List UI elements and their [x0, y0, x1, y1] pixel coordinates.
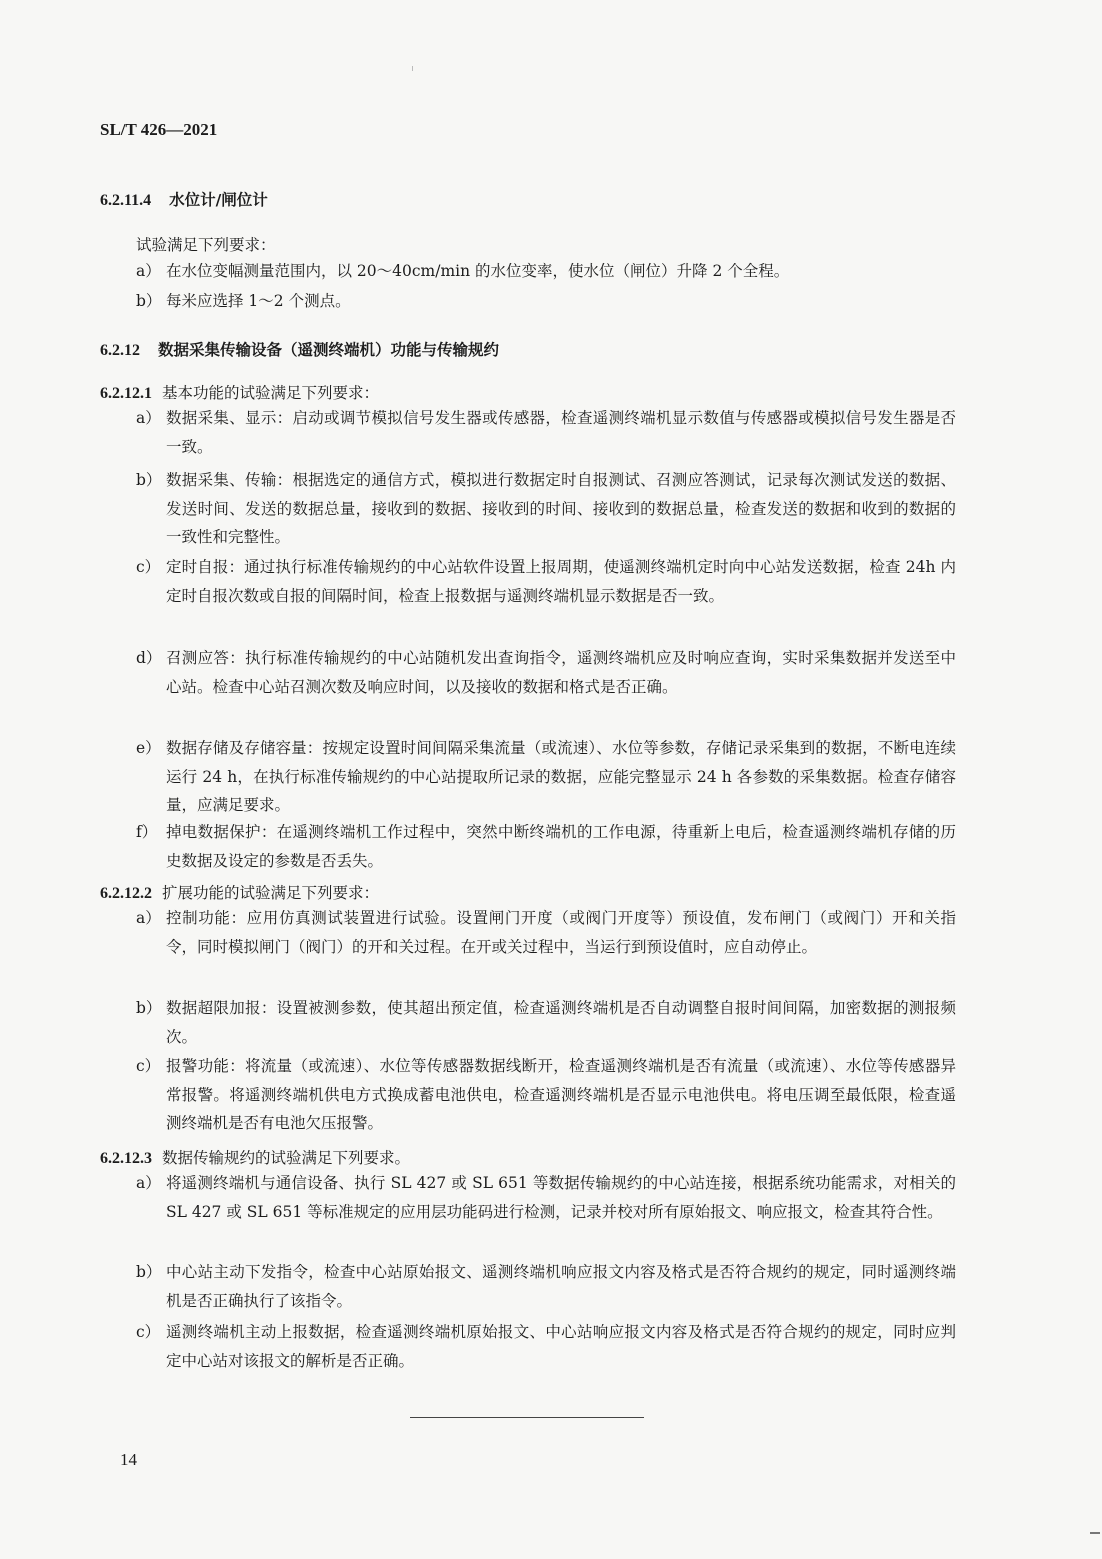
list-item [136, 904, 956, 961]
section-number: 6.2.12.2 [100, 885, 152, 902]
section-title: 数据传输规约的试验满足下列要求。 [162, 1149, 411, 1167]
list-item [136, 257, 956, 286]
scan-mark [412, 66, 413, 71]
item-text: 数据存储及存储容量：按规定设置时间间隔采集流量（或流速）、水位等参数，存储记录采集到的数据，不断电连续运行 24 h，在执行标准传输规约的中心站提取所记录的数据，应能完整显示 24 h 各参数的采集数据。检查存储容量，应满足要求。 [166, 739, 956, 814]
list-item [136, 553, 956, 610]
item-text: 数据采集、显示：启动或调节模拟信号发生器或传感器，检查遥测终端机显示数值与传感器或模拟信号发生器是否一致。 [166, 409, 956, 456]
item-text: 定时自报：通过执行标准传输规约的中心站软件设置上报周期，使遥测终端机定时向中心站发送数据，检查 24h 内定时自报次数或自报的间隔时间，检查上报数据与遥测终端机显示数据是否一致。 [166, 558, 956, 605]
item-label: e） [136, 739, 161, 757]
item-text: 每米应选择 1～2 个测点。 [166, 292, 351, 310]
item-label: a） [136, 409, 161, 427]
section-title: 数据采集传输设备（遥测终端机）功能与传输规约 [158, 341, 500, 359]
list-item [136, 818, 956, 875]
section-heading-6-2-12 [100, 338, 499, 360]
list-item [136, 1052, 956, 1138]
scan-mark [1090, 1532, 1100, 1534]
item-label: b） [136, 292, 162, 310]
item-label: b） [136, 999, 162, 1017]
item-text: 中心站主动下发指令，检查中心站原始报文、遥测终端机响应报文内容及格式是否符合规约的规定，同时遥测终端机是否正确执行了该指令。 [166, 1263, 956, 1310]
footnote-divider [410, 1417, 644, 1418]
item-text: 控制功能：应用仿真测试装置进行试验。设置闸门开度（或阀门开度等）预设值，发布闸门（或阀门）开和关指令，同时模拟闸门（阀门）的开和关过程。在开或关过程中，当运行到预设值时，应自动停止。 [166, 909, 956, 956]
list-item [136, 1169, 956, 1226]
section-title: 基本功能的试验满足下列要求： [162, 384, 380, 402]
item-label: a） [136, 909, 161, 927]
item-text: 数据采集、传输：根据选定的通信方式，模拟进行数据定时自报测试、召测应答测试，记录每次测试发送的数据、发送时间、发送的数据总量，接收到的数据、接收到的时间、接收到的数据总量，检查发送的数据和收到的数据的一致性和完整性。 [166, 471, 956, 546]
subsection-heading-6-2-12-3 [100, 1146, 410, 1168]
section-title: 水位计/闸位计 [169, 191, 268, 209]
list-item [136, 404, 956, 461]
item-label: a） [136, 1174, 161, 1192]
item-label: c） [136, 558, 161, 576]
item-text: 掉电数据保护：在遥测终端机工作过程中，突然中断终端机的工作电源，待重新上电后，检查遥测终端机存储的历史数据及设定的参数是否丢失。 [166, 823, 956, 870]
section-number: 6.2.11.4 [100, 192, 152, 209]
item-label: b） [136, 1263, 162, 1281]
list-item [136, 644, 956, 701]
item-text: 遥测终端机主动上报数据，检查遥测终端机原始报文、中心站响应报文内容及格式是否符合规约的规定，同时应判定中心站对该报文的解析是否正确。 [166, 1323, 956, 1370]
item-label: c） [136, 1057, 161, 1075]
intro-text: 试验满足下列要求： [136, 236, 276, 254]
item-label: c） [136, 1323, 161, 1341]
item-label: b） [136, 471, 162, 489]
section-number: 6.2.12 [100, 342, 140, 359]
item-text: 报警功能：将流量（或流速）、水位等传感器数据线断开，检查遥测终端机是否有流量（或流速）、水位等传感器异常报警。将遥测终端机供电方式换成蓄电池供电，检查遥测终端机是否显示电池供电。将电压调至最低限，检查遥测终端机是否有电池欠压报警。 [166, 1057, 956, 1132]
list-item [136, 994, 956, 1051]
list-item [136, 1318, 956, 1375]
page-number: 14 [120, 1450, 137, 1469]
subsection-heading-6-2-12-1 [100, 381, 379, 403]
list-item [136, 287, 956, 316]
subsection-heading-6-2-12-2 [100, 881, 379, 903]
section-heading-6-2-11-4 [100, 188, 268, 210]
item-label: d） [136, 649, 162, 667]
item-text: 数据超限加报：设置被测参数，使其超出预定值，检查遥测终端机是否自动调整自报时间间隔，加密数据的测报频次。 [166, 999, 956, 1046]
item-label: f） [136, 823, 158, 841]
list-item [136, 466, 956, 552]
item-label: a） [136, 262, 161, 280]
standard-code: SL/T 426—2021 [100, 120, 218, 139]
item-text: 在水位变幅测量范围内，以 20～40cm/min 的水位变率，使水位（闸位）升降 2 个全程。 [166, 262, 790, 280]
section-number: 6.2.12.1 [100, 385, 152, 402]
section-title: 扩展功能的试验满足下列要求： [162, 884, 380, 902]
list-item [136, 734, 956, 820]
list-item [136, 1258, 956, 1315]
section-number: 6.2.12.3 [100, 1150, 152, 1167]
item-text: 将遥测终端机与通信设备、执行 SL 427 或 SL 651 等数据传输规约的中心站连接，根据系统功能需求，对相关的 SL 427 或 SL 651 等标准规定的应用层功能码进行检测，记录并校对所有原始报文、响应报文，检查其符合性。 [166, 1174, 956, 1221]
item-text: 召测应答：执行标准传输规约的中心站随机发出查询指令，遥测终端机应及时响应查询，实时采集数据并发送至中心站。检查中心站召测次数及响应时间，以及接收的数据和格式是否正确。 [166, 649, 956, 696]
